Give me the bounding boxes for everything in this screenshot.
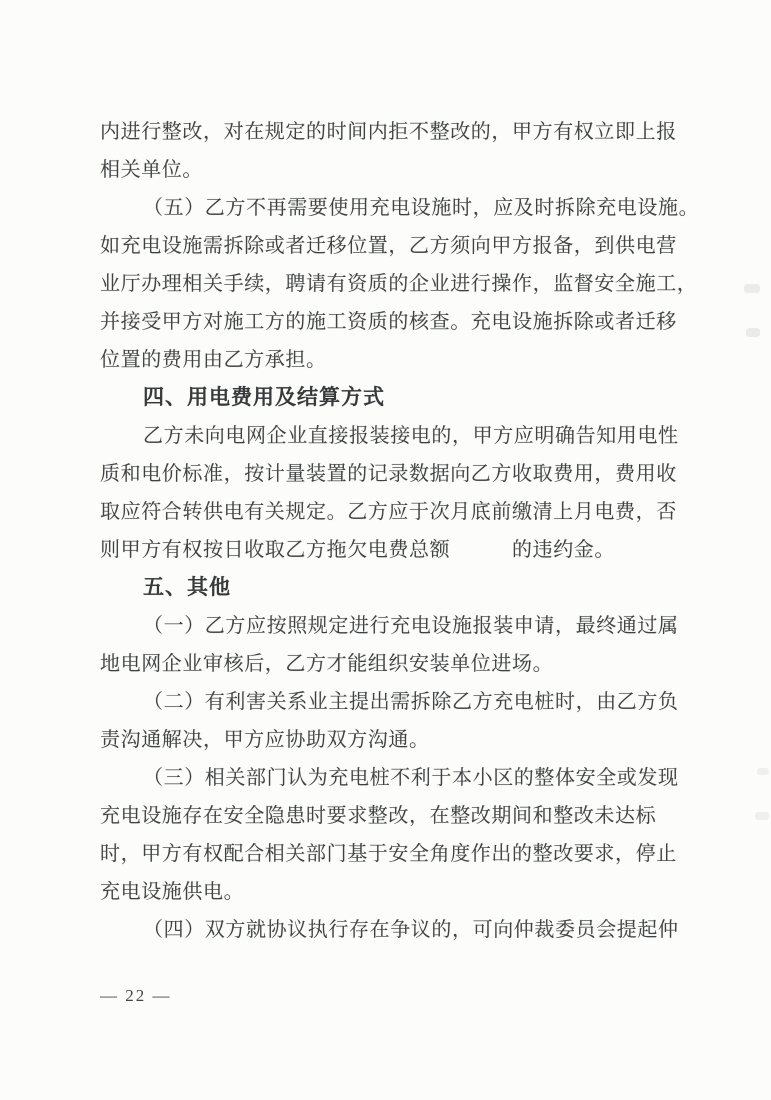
section-heading-fees: 四、用电费用及结算方式 bbox=[143, 386, 385, 409]
text-line: （一）乙方应按照规定进行充电设施报装申请，最终通过属 bbox=[143, 615, 679, 637]
page-number: — 22 — bbox=[100, 986, 172, 1005]
text-line: （五）乙方不再需要使用充电设施时，应及时拆除充电设施。 bbox=[143, 197, 700, 219]
text-line: 位置的费用由乙方承担。 bbox=[100, 349, 327, 371]
text-line: 内进行整改，对在规定的时间内拒不整改的，甲方有权立即上报 bbox=[100, 121, 677, 143]
text-line: （二）有利害关系业主提出需拆除乙方充电桩时，由乙方负 bbox=[143, 691, 679, 713]
text-line: （四）双方就协议执行存在争议的，可向仲裁委员会提起仲 bbox=[143, 919, 679, 941]
text-line: 相关单位。 bbox=[100, 159, 203, 181]
text-line: （三）相关部门认为充电桩不利于本小区的整体安全或发现 bbox=[143, 767, 679, 789]
text-line: 责沟通解决，甲方应协助双方沟通。 bbox=[100, 729, 430, 751]
section-heading-other: 五、其他 bbox=[143, 576, 231, 599]
text-line-with-blank: 则甲方有权按日收取乙方拖欠电费总额 的违约金。 bbox=[100, 539, 615, 561]
scan-artifact bbox=[757, 768, 769, 775]
scan-artifact bbox=[744, 284, 760, 293]
text-line: 地电网企业审核后，乙方才能组织安装单位进场。 bbox=[100, 653, 554, 675]
text-line: 充电设施供电。 bbox=[100, 881, 245, 903]
scan-artifact bbox=[755, 812, 769, 820]
text-line: 时，甲方有权配合相关部门基于安全角度作出的整改要求，停止 bbox=[100, 843, 677, 865]
text-line: 如充电设施需拆除或者迁移位置，乙方须向甲方报备，到供电营 bbox=[100, 235, 677, 257]
scan-artifact bbox=[746, 328, 760, 337]
document-body bbox=[100, 113, 700, 949]
text-line: 质和电价标准，按计量装置的记录数据向乙方收取费用，费用收 bbox=[100, 463, 677, 485]
text-line: 取应符合转供电有关规定。乙方应于次月底前缴清上月电费，否 bbox=[100, 501, 677, 523]
text-line: 充电设施存在安全隐患时要求整改，在整改期间和整改未达标 bbox=[100, 805, 657, 827]
text-line: 乙方未向电网企业直接报装接电的，甲方应明确告知用电性 bbox=[143, 425, 679, 447]
text-line: 业厅办理相关手续，聘请有资质的企业进行操作，监督安全施工， bbox=[100, 273, 698, 295]
text-line: 并接受甲方对施工方的施工资质的核查。充电设施拆除或者迁移 bbox=[100, 311, 677, 333]
